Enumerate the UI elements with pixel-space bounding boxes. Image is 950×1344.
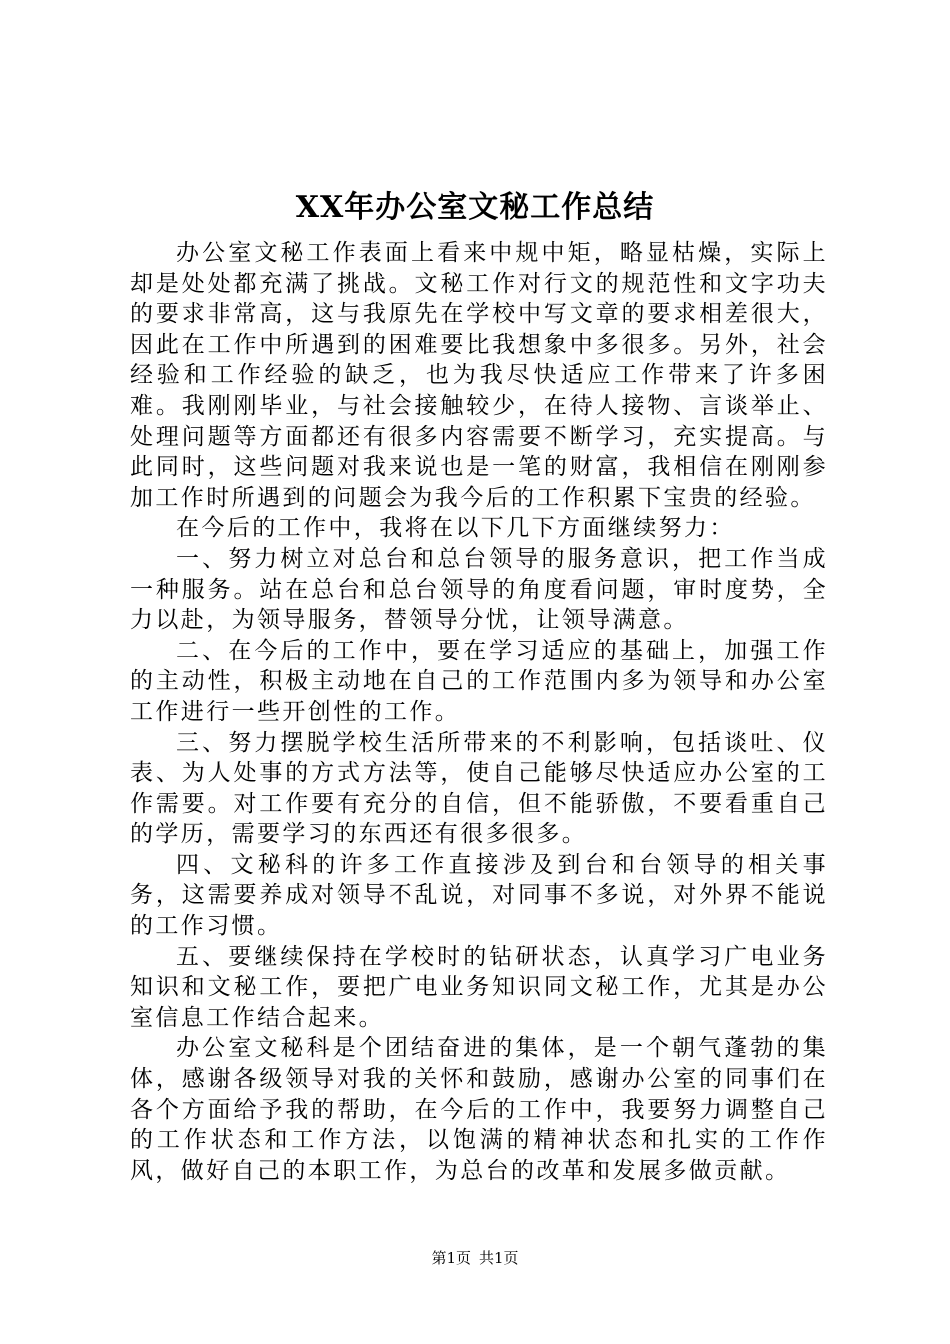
page-footer	[0, 1248, 950, 1268]
paragraph-point-3: 三、努力摆脱学校生活所带来的不利影响，包括谈吐、仪表、为人处事的方式方法等，使自己能够尽快适应办公室的工作需要。对工作要有充分的自信，但不能骄傲，不要看重自己的学历，需要学习的东西还有很多很多。	[130, 729, 828, 848]
page-number: 第1页	[431, 1249, 471, 1267]
paragraph-point-2: 二、在今后的工作中，要在学习适应的基础上，加强工作的主动性，积极主动地在自己的工作范围内多为领导和办公室工作进行一些开创性的工作。	[130, 637, 828, 725]
paragraph-intro: 办公室文秘工作表面上看来中规中矩，略显枯燥，实际上却是处处都充满了挑战。文秘工作对行文的规范性和文字功夫的要求非常高，这与我原先在学校中写文章的要求相差很大，因此在工作中所遇到的困难要比我想象中多很多。另外，社会经验和工作经验的缺乏，也为我尽快适应工作带来了许多困难。我刚刚毕业，与社会接触较少，在待人接物、言谈举止、处理问题等方面都还有很多内容需要不断学习，充实提高。与此同时，这些问题对我来说也是一笔的财富，我相信在刚刚参加工作时所遇到的问题会为我今后的工作积累下宝贵的经验。	[130, 240, 828, 511]
paragraph-conclusion: 办公室文秘科是个团结奋进的集体，是一个朝气蓬勃的集体，感谢各级领导对我的关怀和鼓励，感谢办公室的同事们在各个方面给予我的帮助，在今后的工作中，我要努力调整自己的工作状态和工作方法，以饱满的精神状态和扎实的工作作风，做好自己的本职工作，为总台的改革和发展多做贡献。	[130, 1035, 828, 1184]
paragraph-point-4: 四、文秘科的许多工作直接涉及到台和台领导的相关事务，这需要养成对领导不乱说，对同事不多说，对外界不能说的工作习惯。	[130, 851, 828, 940]
paragraph-point-1: 一、努力树立对总台和总台领导的服务意识，把工作当成一种服务。站在总台和总台领导的角度看问题，审时度势，全力以赴，为领导服务，替领导分忧，让领导满意。	[130, 545, 828, 634]
page-total: 共1页	[479, 1249, 519, 1267]
document-body	[130, 238, 828, 1186]
paragraph-lead-in: 在今后的工作中，我将在以下几下方面继续努力：	[176, 515, 735, 542]
document-title: XX年办公室文秘工作总结	[295, 190, 655, 225]
paragraph-point-5: 五、要继续保持在学校时的钻研状态，认真学习广电业务知识和文秘工作，要把广电业务知识同文秘工作，尤其是办公室信息工作结合起来。	[130, 943, 828, 1031]
